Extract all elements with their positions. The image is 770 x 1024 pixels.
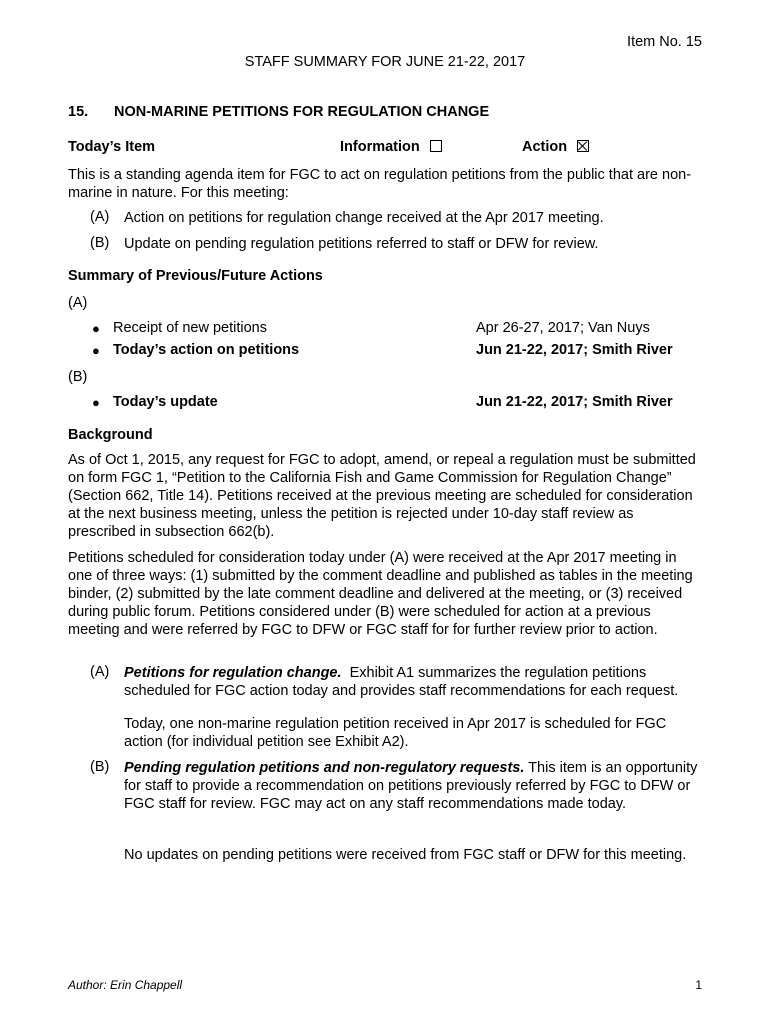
intro-text: This is a standing agenda item for FGC to act on regulation petitions from the public that are non-marine in nature. For this meeting:: [68, 167, 692, 201]
todays-item-label: Today’s Item: [68, 139, 156, 155]
bullet-icon: ●: [92, 395, 100, 410]
intro-item-b-label: (B): [90, 235, 110, 251]
summary-title: STAFF SUMMARY FOR JUNE 21-22, 2017: [244, 54, 526, 70]
group-a-label: (A): [68, 295, 88, 311]
background-b-text: [124, 759, 704, 813]
intro-item-b-text: Update on pending regulation petitions referred to staff or DFW for review.: [124, 236, 599, 252]
intro-item-a-text: Action on petitions for regulation change received at the Apr 2017 meeting.: [124, 210, 604, 226]
background-a-text: [124, 664, 704, 700]
page-number: 1: [695, 978, 702, 992]
action-todays-action: Today’s action on petitions: [113, 342, 300, 358]
background-paragraph-1: As of Oct 1, 2015, any request for FGC to adopt, amend, or repeal a regulation must be submitted on form FGC 1, “Petition to the California Fish and Game Commission for Regulation Change” (Section 662, Title 14). Petitions received at the previous meeting are scheduled for consideration at the next business meeting, unless the petition is rejected under 10-day staff review as prescribed in subsection 662(b).: [68, 452, 696, 540]
section-title: NON-MARINE PETITIONS FOR REGULATION CHANGE: [114, 104, 490, 120]
background-heading: Background: [68, 427, 153, 443]
action-receipt-date: Apr 26-27, 2017; Van Nuys: [476, 320, 650, 336]
background-b-title: Pending regulation petitions and non-regulatory requests.: [124, 760, 525, 776]
action-todays-action-date: Jun 21-22, 2017; Smith River: [476, 342, 673, 358]
background-a-label: (A): [90, 664, 110, 680]
action-checkbox[interactable]: [577, 140, 589, 152]
background-a-body: Exhibit A1 summarizes the regulation petitions scheduled for FGC action today and provides staff recommendations for each request.: [124, 665, 679, 699]
background-b-body: This item is an opportunity for staff to provide a recommendation on petitions previously referred by FGC to DFW or FGC staff for review. FGC may act on any staff recommendations made today.: [124, 760, 698, 812]
information-label: Information: [340, 139, 420, 155]
intro-item-a-label: (A): [90, 209, 110, 225]
bullet-icon: ●: [92, 343, 100, 358]
item-number: Item No. 15: [627, 34, 702, 50]
action-option: [522, 139, 589, 155]
section-number: 15.: [68, 104, 89, 120]
background-a-title: Petitions for regulation change.: [124, 665, 342, 681]
action-label: Action: [522, 139, 568, 155]
footer-author: Author: Erin Chappell: [68, 978, 183, 992]
action-todays-update: Today’s update: [113, 394, 218, 410]
background-b-text-2: No updates on pending petitions were received from FGC staff or DFW for this meeting.: [124, 847, 687, 863]
summary-actions-heading: Summary of Previous/Future Actions: [68, 268, 323, 284]
information-option: [340, 139, 442, 155]
bullet-icon: ●: [92, 321, 100, 336]
information-checkbox[interactable]: [430, 140, 442, 152]
background-b-label: (B): [90, 759, 110, 775]
action-todays-update-date: Jun 21-22, 2017; Smith River: [476, 394, 673, 410]
group-b-label: (B): [68, 369, 88, 385]
action-receipt-new-petitions: Receipt of new petitions: [113, 320, 267, 336]
background-a-text-2: Today, one non-marine regulation petition received in Apr 2017 is scheduled for FGC action (for individual petition see Exhibit A2).: [124, 716, 667, 750]
background-paragraph-2: Petitions scheduled for consideration today under (A) were received at the Apr 2017 meeting in one of three ways: (1) submitted by the comment deadline and published as tables in the meeting binder, (2) submitted by the late comment deadline and delivered at the meeting, or (3) received during public forum. Petitions considered under (B) were scheduled for action at a previous meeting and were referred by FGC to DFW or FGC staff for for further review prior to action.: [68, 550, 693, 638]
